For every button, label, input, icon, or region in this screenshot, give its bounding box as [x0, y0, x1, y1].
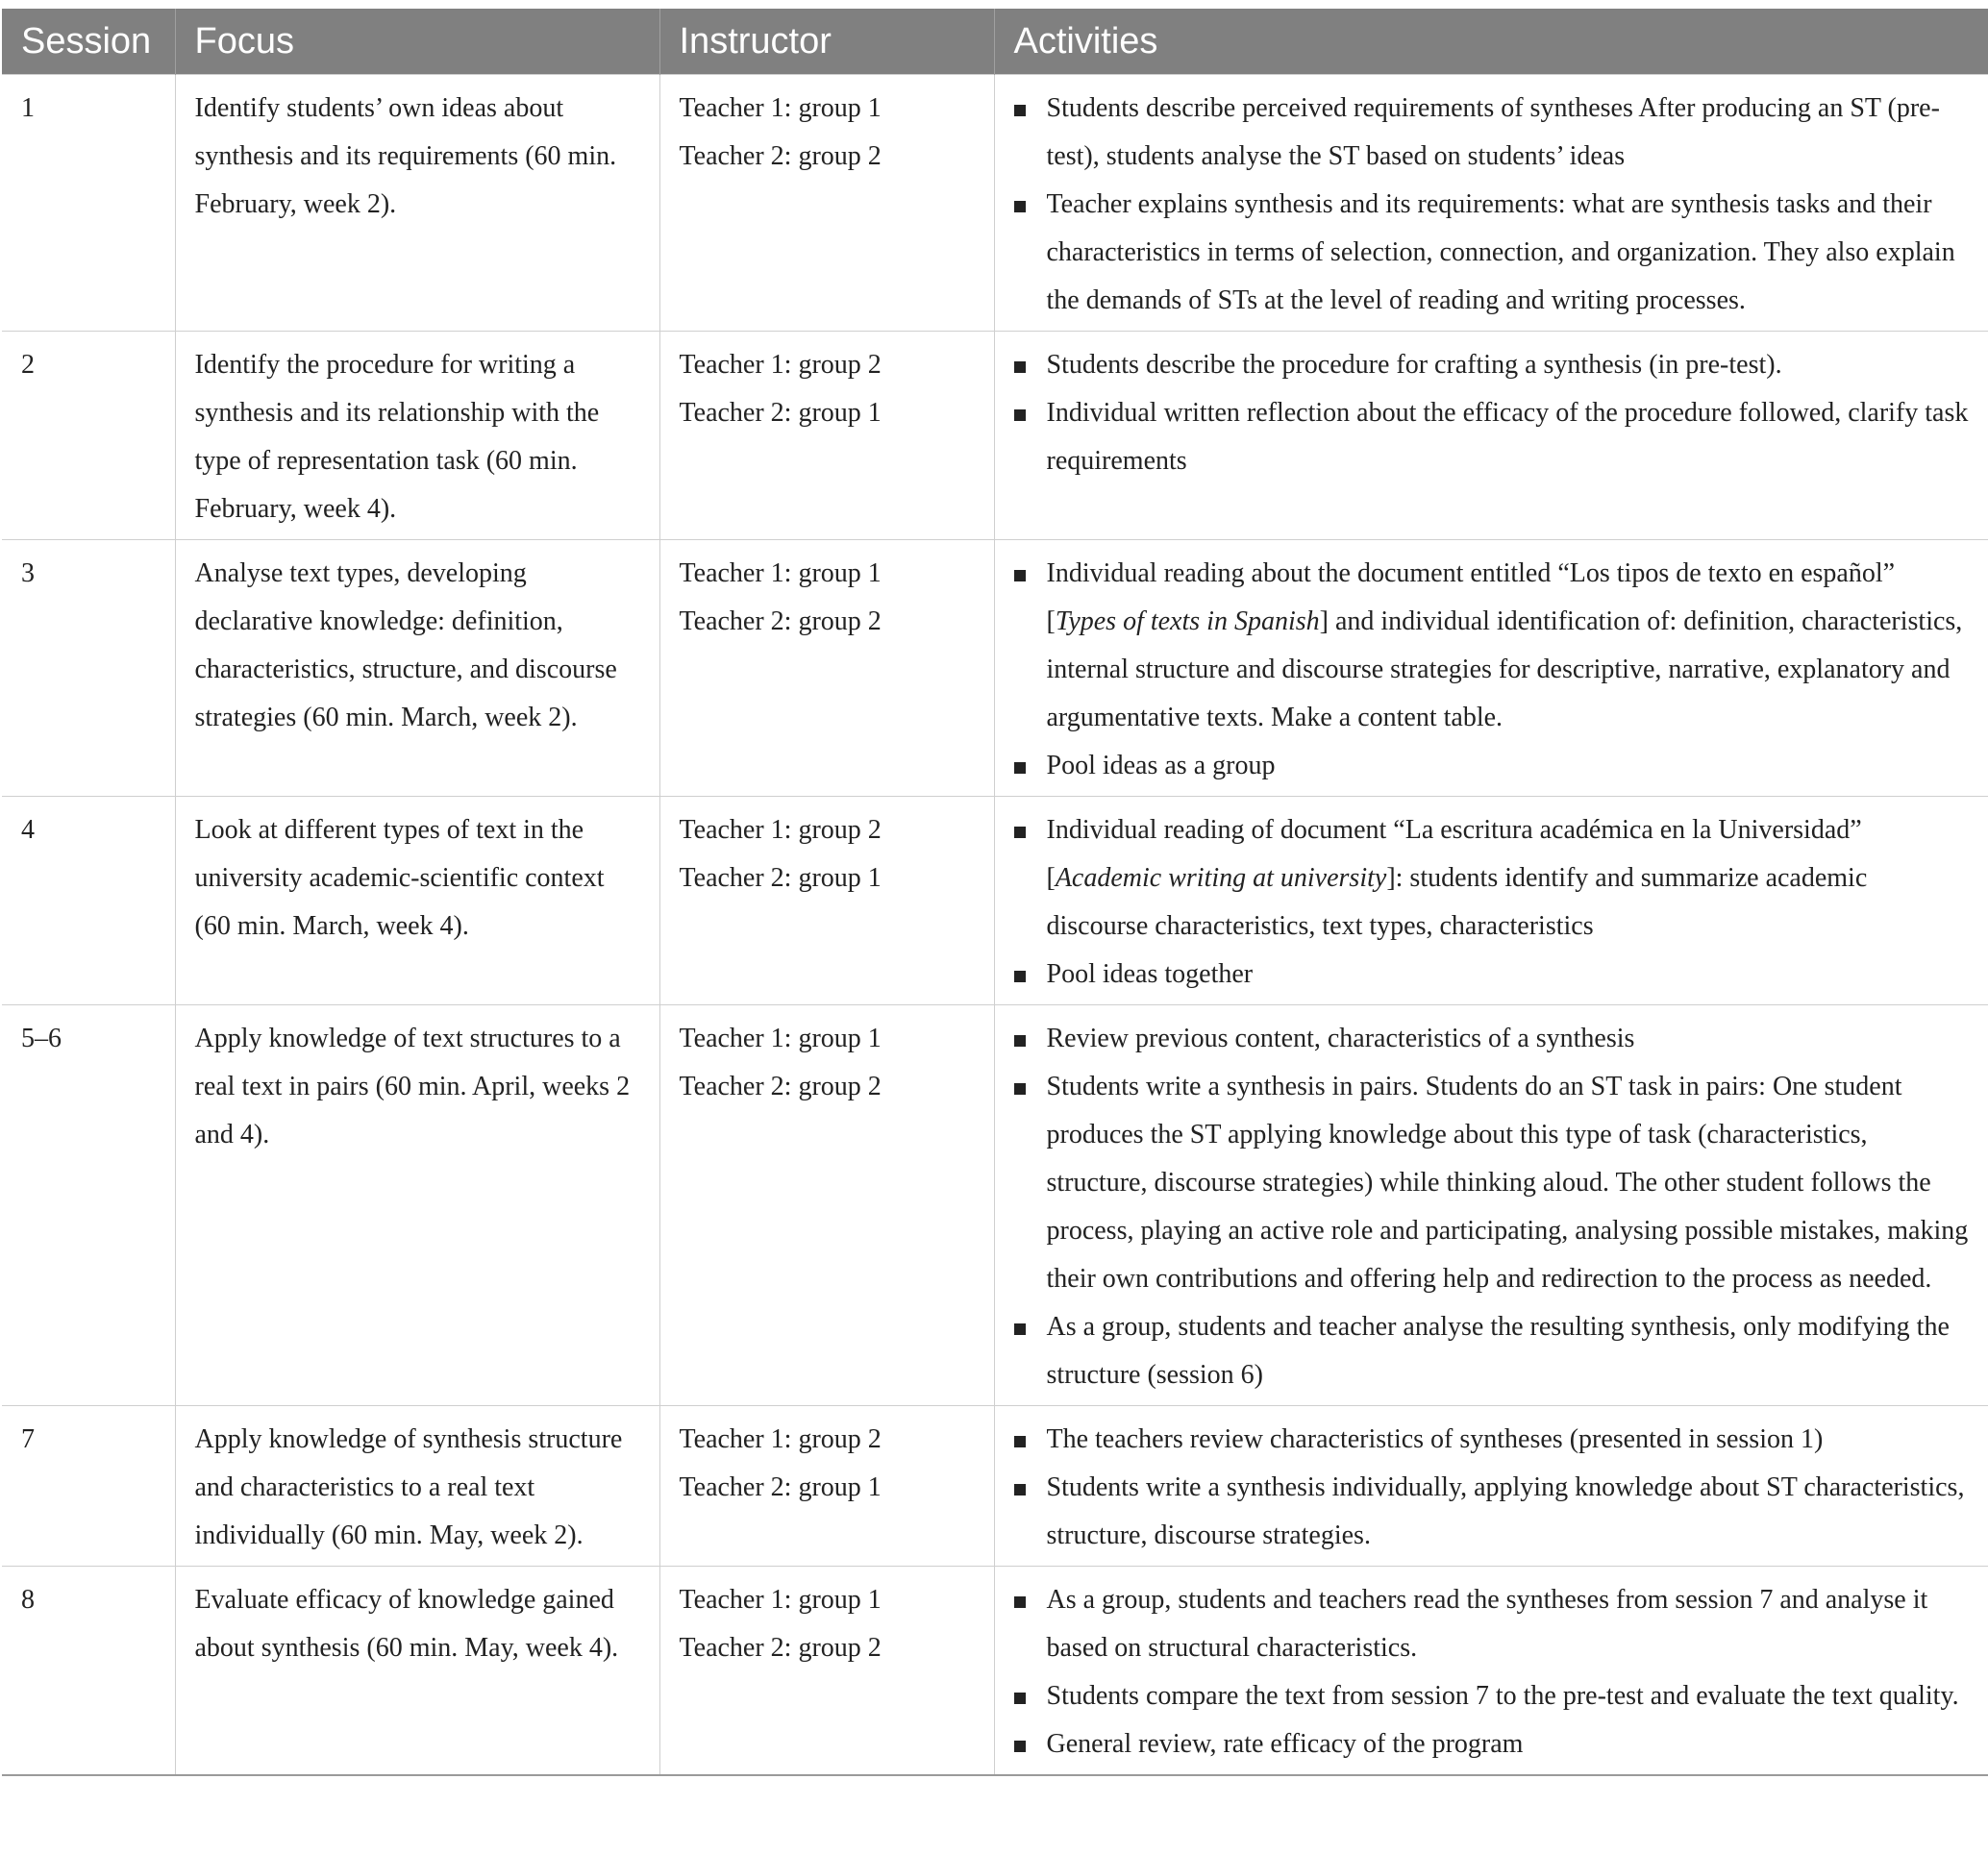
- activities-list: [1014, 1416, 1972, 1560]
- activity-text: Pool ideas as a group: [1046, 751, 1276, 780]
- activity-item: [1014, 1015, 1972, 1063]
- square-bullet-icon: [1014, 1083, 1026, 1095]
- activity-item: [1014, 1063, 1972, 1303]
- activity-item: [1014, 1720, 1972, 1768]
- activity-text: Individual written reflection about the efficacy of the procedure followed, clarify task requirements: [1046, 398, 1969, 476]
- activities-list: [1014, 341, 1972, 485]
- instructor-assignment: Teacher 1: group 2: [679, 350, 882, 380]
- activity-text: Review previous content, characteristics of a synthesis: [1046, 1024, 1635, 1053]
- activities-list: [1014, 550, 1972, 790]
- cell-session: 4: [2, 797, 175, 1005]
- square-bullet-icon: [1014, 1323, 1026, 1335]
- square-bullet-icon: [1014, 971, 1026, 982]
- cell-session: 5–6: [2, 1005, 175, 1406]
- instructor-assignment: Teacher 1: group 2: [679, 815, 882, 845]
- activity-text: General review, rate efficacy of the program: [1046, 1729, 1524, 1759]
- table-row: [2, 1567, 1988, 1776]
- square-bullet-icon: [1014, 827, 1026, 838]
- activities-list: [1014, 1015, 1972, 1399]
- cell-session: 8: [2, 1567, 175, 1776]
- activity-item: [1014, 1672, 1972, 1720]
- activity-item: [1014, 806, 1972, 951]
- square-bullet-icon: [1014, 762, 1026, 774]
- header-activities: Activities: [994, 9, 1988, 75]
- cell-activities: [994, 75, 1988, 332]
- cell-instructor: [659, 1406, 994, 1567]
- activities-list: [1014, 806, 1972, 999]
- activity-item: [1014, 951, 1972, 999]
- cell-activities: [994, 540, 1988, 797]
- instructor-assignment: Teacher 2: group 2: [679, 1633, 882, 1663]
- cell-focus: Identify the procedure for writing a synthesis and its relationship with the type of representation task (60 min. February, week 4).: [175, 332, 659, 540]
- activities-list: [1014, 85, 1972, 325]
- cell-session: 7: [2, 1406, 175, 1567]
- table-body: [2, 75, 1988, 1776]
- instructor-assignment: Teacher 1: group 2: [679, 1424, 882, 1454]
- cell-activities: [994, 1567, 1988, 1776]
- instructor-assignment: Teacher 1: group 1: [679, 1024, 882, 1053]
- table-row: [2, 75, 1988, 332]
- activity-item: [1014, 389, 1972, 485]
- cell-focus: Evaluate efficacy of knowledge gained about synthesis (60 min. May, week 4).: [175, 1567, 659, 1776]
- program-table-container: [2, 9, 1988, 1776]
- table-row: [2, 332, 1988, 540]
- activity-item: [1014, 1303, 1972, 1399]
- activity-text: As a group, students and teachers read the syntheses from session 7 and analyse it based on structural characteristics.: [1046, 1585, 1928, 1663]
- cell-activities: [994, 332, 1988, 540]
- cell-focus: Analyse text types, developing declarative knowledge: definition, characteristics, structure, and discourse strategies (60 min. March, week 2).: [175, 540, 659, 797]
- activity-text: Individual reading of document “La escritura académica en la Universidad” [: [1046, 815, 1862, 893]
- activity-text: Teacher explains synthesis and its requirements: what are synthesis tasks and their characteristics in terms of selection, connection, and organization. They also explain the demands of STs at the level of reading and writing processes.: [1046, 189, 1955, 315]
- instructor-assignment: Teacher 2: group 2: [679, 606, 882, 636]
- activity-item: [1014, 181, 1972, 325]
- activity-item: [1014, 550, 1972, 742]
- instructor-assignment: Teacher 1: group 1: [679, 93, 882, 123]
- cell-instructor: [659, 332, 994, 540]
- cell-activities: [994, 1406, 1988, 1567]
- activity-text: Students write a synthesis individually, applying knowledge about ST characteristics, structure, discourse strategies.: [1046, 1472, 1965, 1550]
- header-row: [2, 9, 1988, 75]
- activity-text: Pool ideas together: [1046, 959, 1254, 989]
- square-bullet-icon: [1014, 201, 1026, 212]
- activity-text: Students describe perceived requirements of syntheses After producing an ST (pre-test), students analyse the ST based on students’ ideas: [1046, 93, 1940, 171]
- cell-activities: [994, 1005, 1988, 1406]
- square-bullet-icon: [1014, 570, 1026, 581]
- table-row: [2, 1406, 1988, 1567]
- square-bullet-icon: [1014, 1596, 1026, 1608]
- square-bullet-icon: [1014, 1436, 1026, 1447]
- activity-text: The teachers review characteristics of syntheses (presented in session 1): [1046, 1424, 1824, 1454]
- cell-activities: [994, 797, 1988, 1005]
- activity-text: ]: students identify and summarize academic discourse characteristics, text types, characteristics: [1046, 863, 1868, 941]
- square-bullet-icon: [1014, 409, 1026, 421]
- activities-list: [1014, 1576, 1972, 1768]
- activity-item: [1014, 742, 1972, 790]
- square-bullet-icon: [1014, 1741, 1026, 1752]
- activity-text: ] and individual identification of: definition, characteristics, internal structure and discourse strategies for descriptive, narrative, explanatory and argumentative texts. Make a content table.: [1046, 606, 1963, 732]
- instructor-assignment: Teacher 2: group 1: [679, 398, 882, 428]
- instructor-assignment: Teacher 2: group 2: [679, 1072, 882, 1101]
- cell-focus: Look at different types of text in the university academic-scientific context (60 min. March, week 4).: [175, 797, 659, 1005]
- cell-instructor: [659, 75, 994, 332]
- instructor-assignment: Teacher 1: group 1: [679, 1585, 882, 1615]
- activity-item: [1014, 85, 1972, 181]
- instructor-assignment: Teacher 2: group 1: [679, 863, 882, 893]
- activity-text-italic: Academic writing at university: [1055, 863, 1387, 893]
- activity-item: [1014, 1464, 1972, 1560]
- activity-item: [1014, 1576, 1972, 1672]
- activity-text: As a group, students and teacher analyse the resulting synthesis, only modifying the structure (session 6): [1046, 1312, 1950, 1390]
- cell-focus: Apply knowledge of synthesis structure and characteristics to a real text individually (60 min. May, week 2).: [175, 1406, 659, 1567]
- header-session: Session: [2, 9, 175, 75]
- table-row: [2, 540, 1988, 797]
- cell-focus: Identify students’ own ideas about synthesis and its requirements (60 min. February, week 2).: [175, 75, 659, 332]
- activity-item: [1014, 341, 1972, 389]
- header-instructor: Instructor: [659, 9, 994, 75]
- square-bullet-icon: [1014, 1035, 1026, 1047]
- activity-item: [1014, 1416, 1972, 1464]
- program-sessions-table: [2, 9, 1988, 1776]
- cell-instructor: [659, 797, 994, 1005]
- activity-text: Students describe the procedure for crafting a synthesis (in pre-test).: [1046, 350, 1782, 380]
- instructor-assignment: Teacher 2: group 2: [679, 141, 882, 171]
- activity-text-italic: Types of texts in Spanish: [1055, 606, 1320, 636]
- cell-instructor: [659, 1005, 994, 1406]
- cell-instructor: [659, 540, 994, 797]
- square-bullet-icon: [1014, 105, 1026, 116]
- square-bullet-icon: [1014, 1693, 1026, 1704]
- table-row: [2, 1005, 1988, 1406]
- cell-session: 3: [2, 540, 175, 797]
- activity-text: Students write a synthesis in pairs. Students do an ST task in pairs: One student produces the ST applying knowledge about this type of task (characteristics, structure, discourse strategies) while thinking aloud. The other student follows the process, playing an active role and participating, analysing possible mistakes, making their own contributions and offering help and redirection to the process as needed.: [1046, 1072, 1969, 1294]
- cell-session: 2: [2, 332, 175, 540]
- cell-instructor: [659, 1567, 994, 1776]
- instructor-assignment: Teacher 2: group 1: [679, 1472, 882, 1502]
- cell-focus: Apply knowledge of text structures to a real text in pairs (60 min. April, weeks 2 and 4).: [175, 1005, 659, 1406]
- instructor-assignment: Teacher 1: group 1: [679, 558, 882, 588]
- header-focus: Focus: [175, 9, 659, 75]
- cell-session: 1: [2, 75, 175, 332]
- square-bullet-icon: [1014, 361, 1026, 373]
- table-row: [2, 797, 1988, 1005]
- square-bullet-icon: [1014, 1484, 1026, 1496]
- activity-text: Individual reading about the document entitled “Los tipos de texto en español” [: [1046, 558, 1896, 636]
- activity-text: Students compare the text from session 7 to the pre-test and evaluate the text quality.: [1046, 1681, 1959, 1711]
- table-header: [2, 9, 1988, 75]
